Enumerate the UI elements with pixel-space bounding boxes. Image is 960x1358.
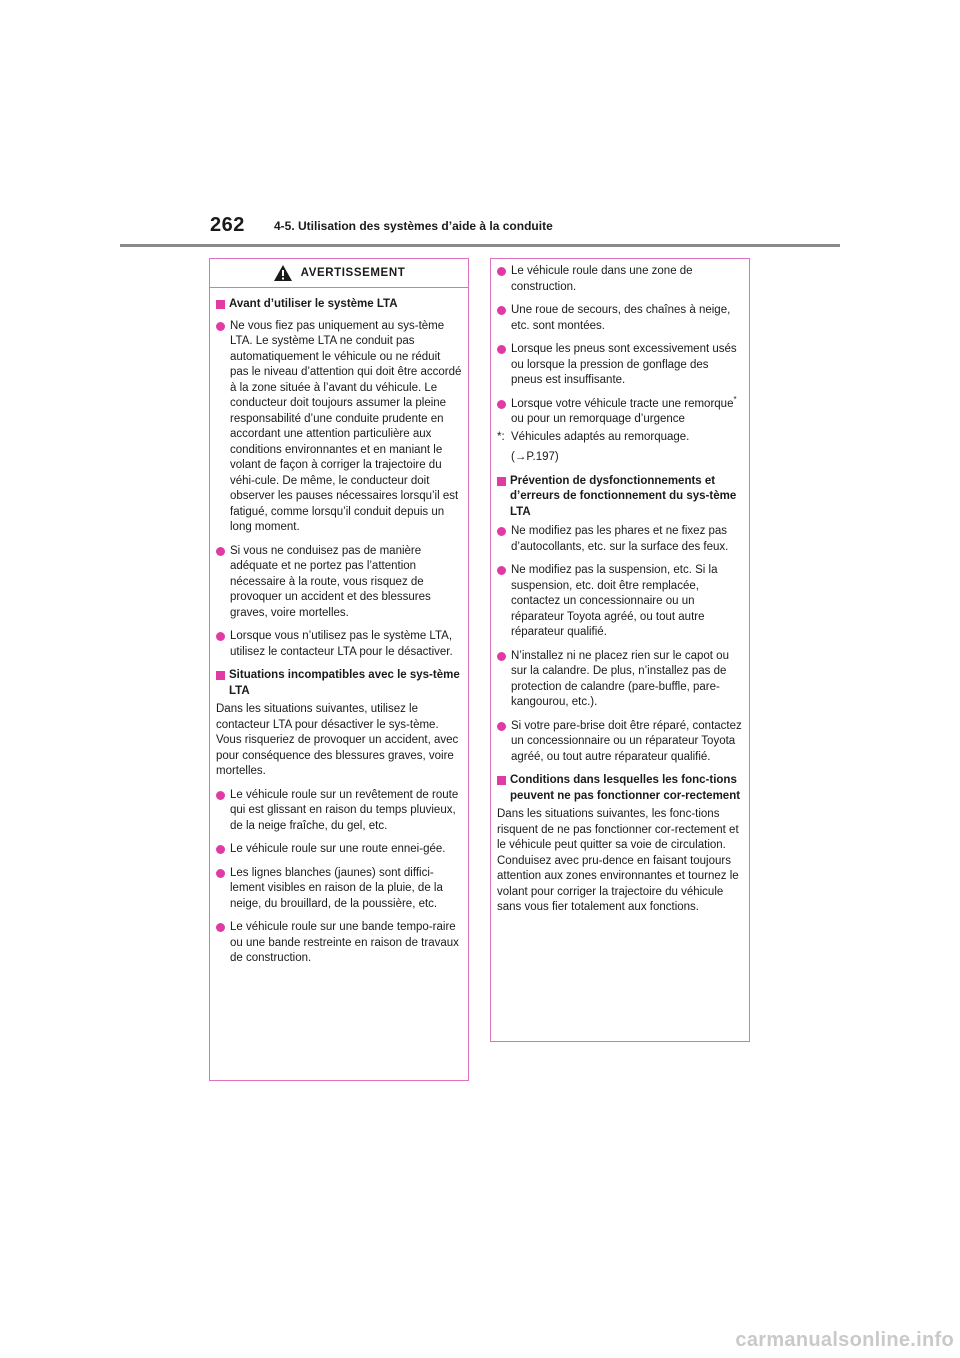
circle-bullet-icon — [216, 791, 225, 800]
warning-header — [210, 259, 468, 288]
circle-bullet-icon — [497, 400, 506, 409]
list-item: Une roue de secours, des chaînes à neige, etc. sont montées. — [497, 303, 743, 334]
circle-bullet-icon — [216, 845, 225, 854]
circle-bullet-icon — [497, 306, 506, 315]
warning-box-left — [209, 258, 469, 1081]
list-item: Ne vous fiez pas uniquement au sys-tème LTA. Le système LTA ne conduit pas automatiquement le véhicule ou ne réduit pas le niveau d’attention qui doit être accordé à la zone située à l’avant du véhicule. Le conducteur doit toujours assumer la pleine responsabilité d’une conduite prudente en accordant une attention particulière aux conditions environnantes et en maniant le volant de façon à corriger la trajectoire du véhi-cule. De même, le conducteur doit observer les pauses nécessaires lorsqu’il est fatigué, comme lorsqu’il conduit depuis un long moment. — [216, 319, 462, 536]
square-bullet-icon — [497, 477, 506, 486]
paragraph: Dans les situations suivantes, utilisez le contacteur LTA pour désactiver le sys-tème. Vous risqueriez de provoquer un accident, avec pour conséquence des blessures graves, voire mortelles. — [216, 703, 459, 777]
section-heading: Conditions dans lesquelles les fonc-tions peuvent ne pas fonctionner cor-rectement — [497, 773, 743, 804]
list-item: Le véhicule roule sur un revêtement de route qui est glissant en raison du temps pluvieux, de la neige fraîche, du gel, etc. — [216, 788, 462, 835]
list-item: Lorsque votre véhicule tracte une remorque* ou pour un remorquage d’urgence — [497, 397, 743, 428]
list-item: Ne modifiez pas les phares et ne fixez pas d’autocollants, etc. sur la surface des feux. — [497, 524, 743, 555]
circle-bullet-icon — [497, 267, 506, 276]
circle-bullet-icon — [216, 923, 225, 932]
list-item: Le véhicule roule dans une zone de construction. — [497, 264, 743, 295]
circle-bullet-icon — [216, 547, 225, 556]
warning-label: AVERTISSEMENT — [300, 267, 406, 279]
section-heading: Prévention de dysfonctionnements et d’erreurs de fonctionnement du sys-tème LTA — [497, 474, 743, 521]
header-rule — [120, 244, 840, 247]
list-item: Lorsque les pneus sont excessivement usés ou lorsque la pression de gonflage des pneus est insuffisante. — [497, 342, 743, 389]
list-item: Le véhicule roule sur une route ennei-gée. — [216, 842, 462, 858]
list-item: Les lignes blanches (jaunes) sont diffici-lement visibles en raison de la pluie, de la neige, du brouillard, de la poussière, etc. — [216, 866, 462, 913]
circle-bullet-icon — [216, 322, 225, 331]
circle-bullet-icon — [497, 566, 506, 575]
page-number: 262 — [210, 214, 245, 236]
list-item: Si votre pare-brise doit être réparé, contactez un concessionnaire ou un réparateur Toyota agréé, ou tout autre réparateur qualifié. — [497, 719, 743, 766]
list-item: Lorsque vous n’utilisez pas le système LTA, utilisez le contacteur LTA pour le désactiver. — [216, 629, 462, 660]
square-bullet-icon — [497, 776, 506, 785]
circle-bullet-icon — [216, 869, 225, 878]
footnote: *: Véhicules adaptés au remorquage. — [497, 430, 690, 443]
paragraph: Dans les situations suivantes, les fonc-tions risquent de ne pas fonctionner cor-rectement et le véhicule peut quitter sa voie de circulation. Conduisez avec pru-dence en faisant toujours attention aux zones environnantes et tournez le volant pour corriger la trajectoire du véhicule sans vous fier totalement aux fonctions. — [497, 808, 739, 913]
square-bullet-icon — [216, 671, 225, 680]
section-heading: Situations incompatibles avec le sys-tème LTA — [216, 668, 462, 699]
circle-bullet-icon — [497, 652, 506, 661]
chapter-title: 4-5. Utilisation des systèmes d’aide à la conduite — [274, 219, 553, 233]
warning-box-right — [490, 258, 750, 1042]
page-reference: (→P.197) — [511, 451, 559, 463]
list-item: Ne modifiez pas la suspension, etc. Si la suspension, etc. doit être remplacée, contactez un concessionnaire ou un réparateur Toyota agréé, ou tout autre réparateur qualifié. — [497, 563, 743, 641]
circle-bullet-icon — [497, 722, 506, 731]
circle-bullet-icon — [216, 632, 225, 641]
watermark: carmanualsonline.info — [735, 1329, 954, 1351]
circle-bullet-icon — [497, 527, 506, 536]
list-item: Si vous ne conduisez pas de manière adéquate et ne portez pas l’attention nécessaire à la route, vous risquez de provoquer un accident et des blessures graves, voire mortelles. — [216, 544, 462, 622]
list-item: Le véhicule roule sur une bande tempo-raire ou une bande restreinte en raison de travaux de construction. — [216, 920, 462, 967]
list-item: N’installez ni ne placez rien sur le capot ou sur la calandre. De plus, n’installez pas de protection de calandre (pare-buffle, pare-kangourou, etc.). — [497, 649, 743, 711]
circle-bullet-icon — [497, 345, 506, 354]
square-bullet-icon — [216, 300, 225, 309]
section-heading: Avant d’utiliser le système LTA — [216, 297, 462, 313]
warning-triangle-icon — [273, 264, 293, 282]
